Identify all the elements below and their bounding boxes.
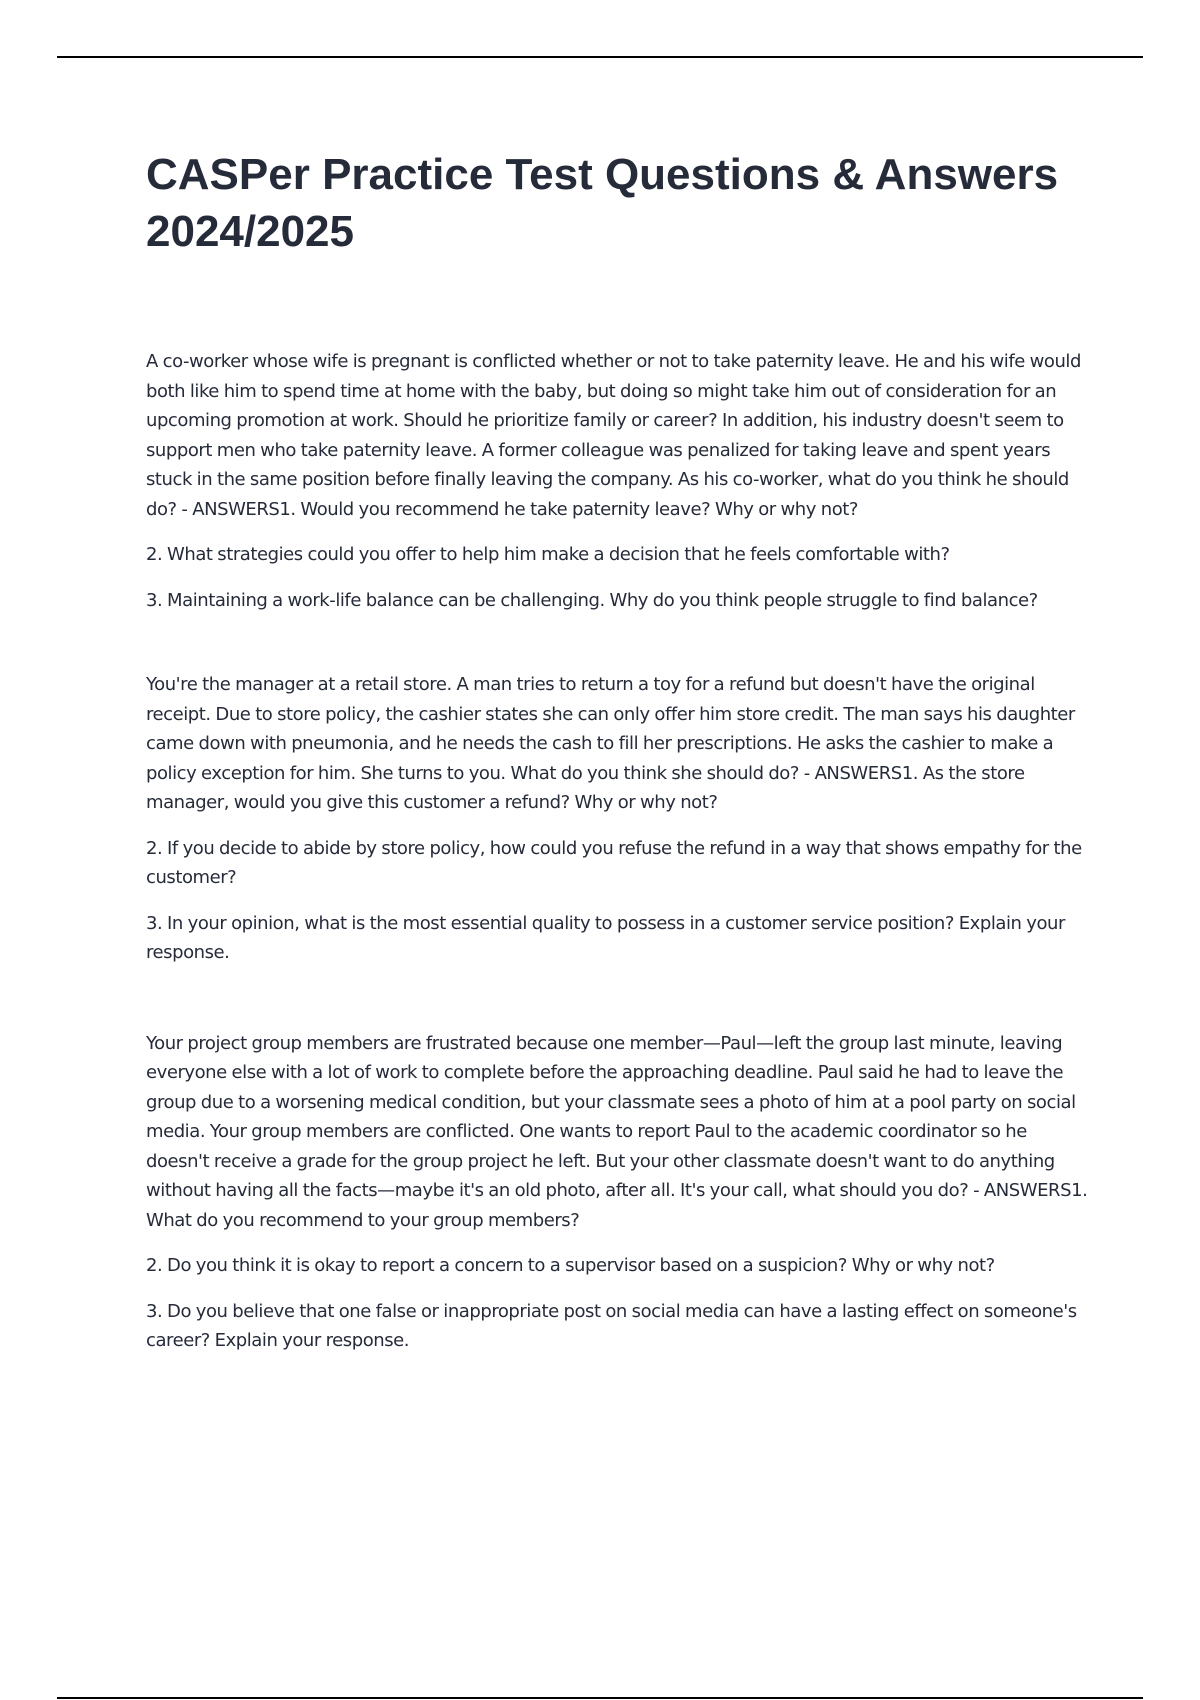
question-paragraph: 3. In your opinion, what is the most essential quality to possess in a customer service position? Explain your response. [146, 912, 1065, 963]
document-page [146, 146, 1091, 1372]
question-paragraph: 2. Do you think it is okay to report a concern to a supervisor based on a suspicion? Why or why not? [146, 1255, 995, 1276]
qa-block-retail-refund [146, 670, 1091, 968]
question-paragraph: 3. Do you believe that one false or inappropriate post on social media can have a lasting effect on someone's career? Explain your response. [146, 1300, 1077, 1351]
qa-block-paternity-leave [146, 347, 1091, 615]
scenario-paragraph: You're the manager at a retail store. A man tries to return a toy for a refund but doesn't have the original receipt. Due to store policy, the cashier states she can only offer him store credit. The man says his daughter came down with pneumonia, and he needs the cash to fill her prescriptions. He asks the cashier to make a policy exception for him. She turns to you. What do you think she should do? - ANSWERS1. As the store manager, would you give this customer a refund? Why or why not? [146, 674, 1075, 813]
scenario-paragraph: Your project group members are frustrated because one member—Paul—left the group last minute, leaving everyone else with a lot of work to complete before the approaching deadline. Paul said he had to leave the group due to a worsening medical condition, but your classmate sees a photo of him at a pool party on social media. Your group members are conflicted. One wants to report Paul to the academic coordinator so he doesn't receive a grade for the group project he left. But your other classmate doesn't want to do anything without having all the facts—maybe it's an old photo, after all. It's your call, what should you do? - ANSWERS1. What do you recommend to your group members? [146, 1032, 1088, 1231]
question-paragraph: 2. If you decide to abide by store policy, how could you refuse the refund in a way that shows empathy for the customer? [146, 837, 1082, 888]
page-top-rule [57, 56, 1143, 58]
page-bottom-rule [57, 1697, 1143, 1699]
qa-block-project-group [146, 1029, 1091, 1356]
question-paragraph: 3. Maintaining a work-life balance can be challenging. Why do you think people struggle to find balance? [146, 589, 1038, 611]
scenario-paragraph: A co-worker whose wife is pregnant is conflicted whether or not to take paternity leave. He and his wife would both like him to spend time at home with the baby, but doing so might take him out of consideration for an upcoming promotion at work. Should he prioritize family or career? In addition, his industry doesn't seem to support men who take paternity leave. A former colleague was penalized for taking leave and spent years stuck in the same position before finally leaving the company. As his co-worker, what do you think he should do? - ANSWERS1. Would you recommend he take paternity leave? Why or why not? [146, 351, 1081, 520]
document-title: CASPer Practice Test Questions & Answers 2024/2025 [146, 150, 1059, 256]
question-paragraph: 2. What strategies could you offer to help him make a decision that he feels comfortable with? [146, 544, 950, 565]
